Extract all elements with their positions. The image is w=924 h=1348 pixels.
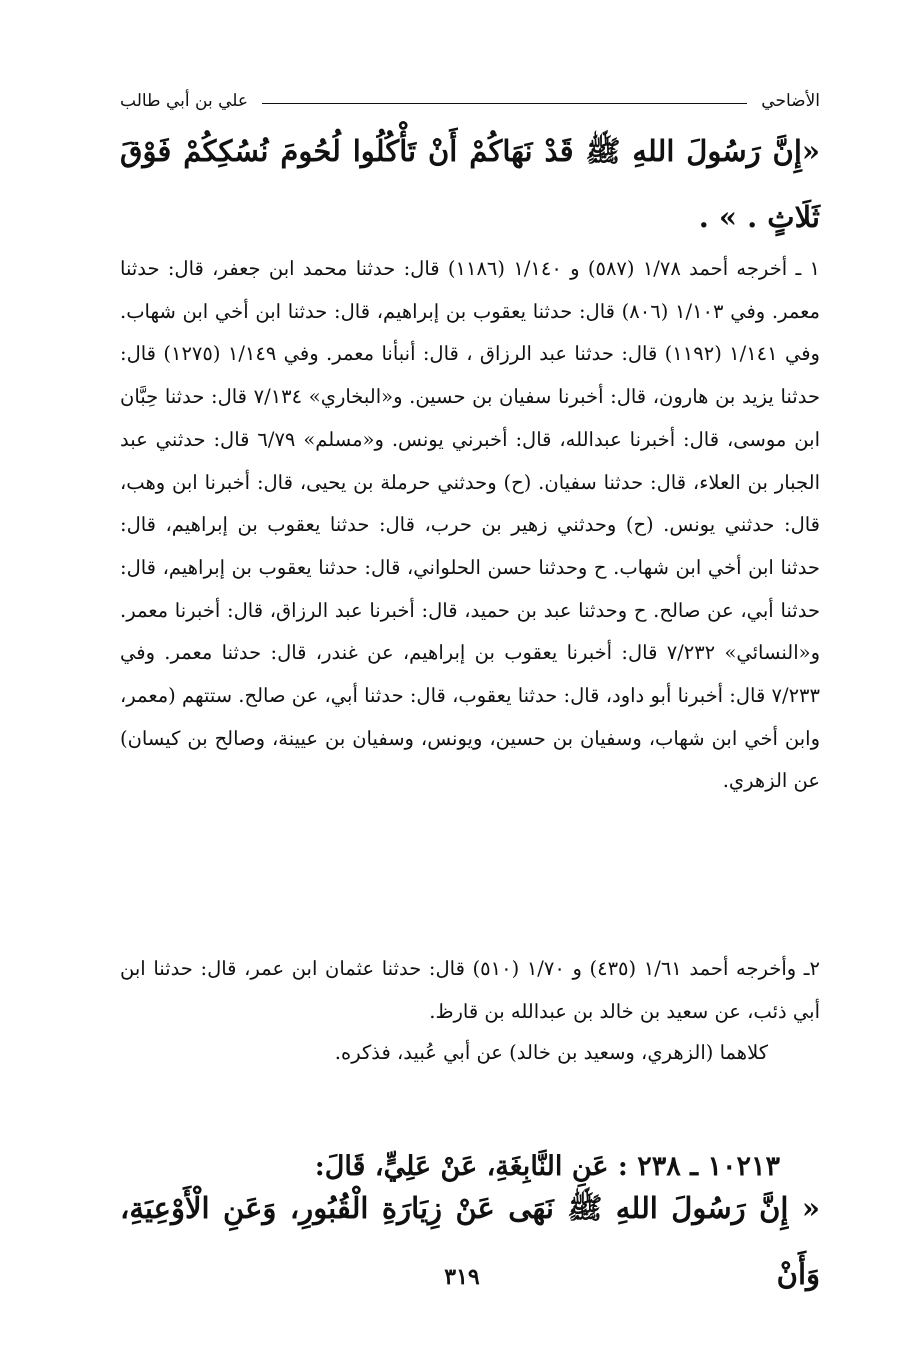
hadith-text: « إِنَّ رَسُولَ اللهِ ﷺ نَهَى عَنْ زِيَارَةِ الْقُبُورِ، وَعَنِ الْأَوْعِيَةِ، وَأَنْ xyxy=(120,1191,820,1291)
page-header xyxy=(120,86,820,116)
page-number: ٣١٩ xyxy=(444,1264,480,1290)
footnote-1-text: ١ ـ أخرجه أحمد ١/٧٨ (٥٨٧) و ١/١٤٠ (١١٨٦) قال: حدثنا محمد ابن جعفر، قال: حدثنا معمر. وفي ١/١٠٣ (٨٠٦) قال: حدثنا يعقوب بن إبراهيم، قال: حدثنا ابن أخي ابن شهاب. وفي ١/١٤١ (١١٩٢) قال: حدثنا عبد الرزاق ، قال: أنبأنا معمر. وفي ١/١٤٩ (١٢٧٥) قال: حدثنا يزيد بن هارون، قال: أخبرنا سفيان بن حسين. و«البخاري» ٧/١٣٤ قال: حدثنا حِبَّان ابن موسى، قال: أخبرنا عبدالله، قال: أخبرني يونس. و«مسلم» ٦/٧٩ قال: حدثني عبد الجبار بن العلاء، قال: حدثنا سفيان. (ح) وحدثني حرملة بن يحيى، قال: أخبرنا ابن وهب، قال: حدثني يونس. (ح) وحدثني زهير بن حرب، قال: حدثنا يعقوب بن إبراهيم، قال: حدثنا ابن أخي ابن شهاب. ح وحدثنا حسن الحلواني، قال: حدثنا يعقوب بن إبراهيم، قال: حدثنا أبي، عن صالح. ح وحدثنا عبد بن حميد، قال: أخبرنا عبد الرزاق، قال: أخبرنا معمر. و«النسائي» ٧/٢٣٢ قال: أخبرنا يعقوب بن إبراهيم، عن غندر، قال: حدثنا معمر. وفي ٧/٢٣٣ قال: أخبرنا أبو داود، قال: حدثنا يعقوب، قال: حدثنا أبي، عن صالح. ستتهم (معمر، وابن أخي ابن شهاب، وسفيان بن حسين، ويونس، وسفيان بن عيينة، وصالح بن كيسان) عن الزهري. xyxy=(120,257,820,793)
footnote-1 xyxy=(120,248,820,803)
footnote-3 xyxy=(120,1032,820,1075)
footnote-2-text: ٢ـ وأخرجه أحمد ١/٦١ (٤٣٥) و ١/٧٠ (٥١٠) قال: حدثنا عثمان ابن عمر، قال: حدثنا ابن أبي ذئب، عن سعيد بن خالد بن عبدالله بن قارظ. xyxy=(120,957,821,1023)
hadith-continuation: «إِنَّ رَسُولَ اللهِ ﷺ قَدْ نَهَاكُمْ أَنْ تَأْكُلُوا لُحُومَ نُسُكِكُمْ فَوْقَ ثَلَاثٍ . » . xyxy=(120,134,820,234)
section-title: علي بن أبي طالب xyxy=(120,91,249,111)
footnote-3-text: كلاهما (الزهري، وسعيد بن خالد) عن أبي عُبيد، فذكره. xyxy=(334,1041,768,1064)
header-rule xyxy=(262,103,747,104)
hadith-heading: ١٠٢١٣ ـ ٢٣٨ : عَنِ النَّابِغَةِ، عَنْ عَلِيٍّ، قَالَ: xyxy=(314,1151,780,1182)
footnote-2 xyxy=(120,948,820,1033)
chapter-title: الأضاحي xyxy=(761,91,820,111)
